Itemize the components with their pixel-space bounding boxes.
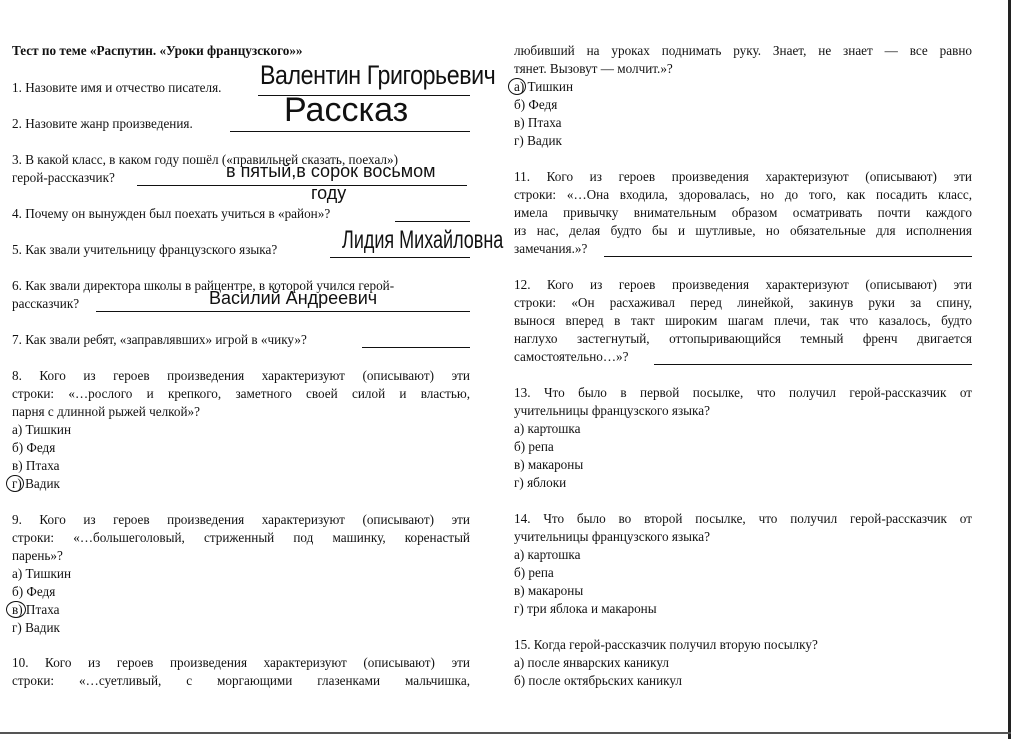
- q13-option-b: б) репа: [514, 439, 554, 454]
- answer-line-3: [137, 185, 467, 186]
- answer-line-2: [230, 131, 470, 132]
- question-4: 4. Почему он вынужден был поехать учиться в «район»?: [12, 206, 331, 221]
- page-bottom-border: [0, 732, 1011, 734]
- page-right-border: [1008, 0, 1011, 739]
- question-11-line-1: 11. Кого из героев произведения характеризуют (описывают) эти: [514, 169, 972, 184]
- q13-option-c: в) макароны: [514, 457, 584, 472]
- q9-option-d: г) Вадик: [12, 620, 60, 635]
- question-3-line-1: 3. В какой класс, в каком году пошёл («правильней сказать, поехал»): [12, 152, 398, 167]
- question-3-line-2: герой-рассказчик?: [12, 170, 115, 185]
- q9-option-b: б) Федя: [12, 584, 56, 599]
- q13-option-d: г) яблоки: [514, 475, 567, 490]
- question-10-line-1: 10. Кого из героев произведения характеризуют (описывают) эти: [12, 655, 470, 670]
- q13-option-a: а) картошка: [514, 421, 581, 436]
- question-13-line-1: 13. Что было в первой посылке, что получил герой-рассказчик от: [514, 385, 972, 400]
- q8-option-b: б) Федя: [12, 440, 56, 455]
- handwritten-answer-2: Рассказ: [284, 91, 409, 129]
- question-11-line-2: строки: «…Она входила, здоровалась, но до того, как посадить класс,: [514, 187, 972, 202]
- q8-option-c: в) Птаха: [12, 458, 60, 473]
- q10-option-d: г) Вадик: [514, 133, 562, 148]
- question-2: 2. Назовите жанр произведения.: [12, 116, 193, 131]
- question-12-line-3: вынося вперед в такт широким шагам плечи, так что казалось, будто: [514, 313, 972, 328]
- q9-option-a: а) Тишкин: [12, 566, 72, 581]
- q10-option-c: в) Птаха: [514, 115, 562, 130]
- question-12-line-4: наглухо застегнутый, оттопыривающийся темный френч двигается: [514, 331, 972, 346]
- question-6-line-1: 6. Как звали директора школы в райцентре, в которой учился герой-: [12, 278, 395, 293]
- question-8-line-3: парня с длинной рыжей челкой»?: [12, 404, 200, 419]
- question-12-line-2: строки: «Он расхаживал перед линейкой, закинув руки за спину,: [514, 295, 972, 310]
- handwritten-answer-3-line-2: году: [311, 183, 347, 203]
- question-11-line-5: замечания.»?: [514, 241, 588, 256]
- q10-option-b: б) Федя: [514, 97, 558, 112]
- question-15: 15. Когда герой-рассказчик получил вторую посылку?: [514, 637, 818, 652]
- question-12-line-1: 12. Кого из героев произведения характеризуют (описывают) эти: [514, 277, 972, 292]
- handwritten-answer-5: Лидия Михайловна: [342, 226, 504, 254]
- answer-line-6: [96, 311, 470, 312]
- question-10-line-3: любивший на уроках поднимать руку. Знает, не знает — все равно: [514, 43, 972, 58]
- q15-option-b: б) после октябрьских каникул: [514, 673, 682, 688]
- question-14-line-2: учительницы французского языка?: [514, 529, 710, 544]
- handwritten-answer-6: Василий Андреевич: [209, 288, 378, 308]
- q14-option-b: б) репа: [514, 565, 554, 580]
- handwritten-answer-3-line-1: в пятый,в сорок восьмом: [226, 161, 436, 181]
- answer-line-11: [604, 256, 972, 257]
- q15-option-a: а) после январских каникул: [514, 655, 669, 670]
- answer-line-7: [362, 347, 470, 348]
- question-13-line-2: учительницы французского языка?: [514, 403, 710, 418]
- q8-option-a: а) Тишкин: [12, 422, 72, 437]
- q8-answer-circle-mark: [6, 475, 24, 492]
- q14-option-a: а) картошка: [514, 547, 581, 562]
- question-14-line-1: 14. Что было во второй посылке, что получил герой-рассказчик от: [514, 511, 972, 526]
- question-11-line-3: имела привычку внимательным образом осматривать почти каждого: [514, 205, 972, 220]
- q14-option-d: г) три яблока и макароны: [514, 601, 657, 616]
- test-title: Тест по теме «Распутин. «Уроки французского»»: [12, 43, 303, 58]
- question-12-line-5: самостоятельно…»?: [514, 349, 629, 364]
- question-7: 7. Как звали ребят, «заправлявших» игрой в «чику»?: [12, 332, 307, 347]
- answer-line-12: [654, 364, 972, 365]
- q9-answer-circle-mark: [6, 601, 26, 618]
- question-9-line-1: 9. Кого из героев произведения характеризуют (описывают) эти: [12, 512, 470, 527]
- question-5: 5. Как звали учительницу французского языка?: [12, 242, 278, 257]
- q14-option-c: в) макароны: [514, 583, 584, 598]
- question-10-line-2: строки: «…суетливый, с моргающими глазенками мальчишка,: [12, 673, 470, 688]
- q10-option-a: а) Тишкин: [514, 79, 574, 94]
- question-11-line-4: из нас, делая будто бы и шутливые, но обязательные для исполнения: [514, 223, 972, 238]
- question-6-line-2: рассказчик?: [12, 296, 80, 311]
- question-8-line-2: строки: «…рослого и крепкого, заметного своей силой и властью,: [12, 386, 470, 401]
- question-9-line-3: парень»?: [12, 548, 63, 563]
- answer-line-4: [395, 221, 470, 222]
- q8-option-d: г) Вадик: [12, 476, 60, 491]
- question-8-line-1: 8. Кого из героев произведения характеризуют (описывают) эти: [12, 368, 470, 383]
- question-9-line-2: строки: «…большеголовый, стриженный под машинку, коренастый: [12, 530, 470, 545]
- handwritten-answer-1: Валентин Григорьевич: [260, 60, 496, 90]
- q9-option-c: в) Птаха: [12, 602, 60, 617]
- answer-line-5: [330, 257, 470, 258]
- question-1: 1. Назовите имя и отчество писателя.: [12, 80, 222, 95]
- question-10-line-4: тянет. Вызовут — молчит.»?: [514, 61, 673, 76]
- q10-answer-circle-mark: [508, 78, 526, 95]
